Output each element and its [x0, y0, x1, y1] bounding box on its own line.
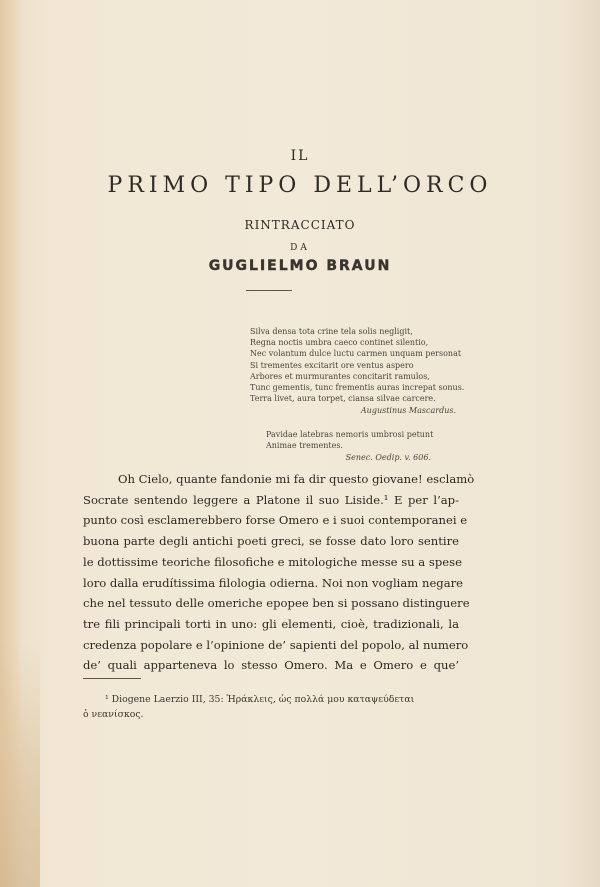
epigraph-line: Regna noctis umbra caeco continet silentio, [250, 338, 429, 348]
body-line: buona parte degli antichi poeti greci, se fosse dato loro sentire [83, 534, 459, 549]
epigraph-line: Animae trementes. [266, 441, 343, 451]
epigraph-line: Silva densa tota crine tela solis negligit, [250, 327, 413, 336]
epigraph-line: Arbores et murmurantes concitarit ramulos, [250, 371, 430, 381]
epigraph-line: Si trementes excitarit ore ventus aspero [250, 360, 414, 370]
epigraph-line: Tunc gementis, tunc frementis auras increpat sonus. [250, 383, 465, 393]
body-line: punto così esclamerebbero forse Omero e i suoi contemporanei e [83, 513, 468, 528]
body-line: credenza popolare e l’opinione de’ sapienti del popolo, al numero [83, 637, 469, 652]
body-line: loro dalla erudítissima filologia odierna. Noi non vogliam negare [83, 575, 464, 590]
epigraph-2 [266, 429, 566, 464]
epigraph-attribution: Senec. Oedip. v. 606. [345, 453, 431, 463]
body-text [83, 469, 475, 676]
body-line: Oh Cielo, quante fandonie mi fa dir questo giovane! esclamò [118, 472, 475, 486]
title-divider [246, 290, 292, 291]
article-subtitle: RINTRACCIATO [244, 218, 356, 232]
footnote [83, 692, 459, 722]
footnote-line: ὁ νεανίσκος. [83, 709, 144, 720]
epigraph-attribution: Augustinus Mascardus. [360, 406, 456, 416]
body-line: Socrate sentendo leggere a Platone il suo Liside.¹ E per l’ap- [83, 492, 459, 507]
body-line: de’ quali apparteneva lo stesso Omero. Ma e Omero e que’ [83, 658, 459, 673]
author-name: GUGLIELMO BRAUN [208, 258, 392, 274]
author-preposition: DA [290, 243, 310, 253]
body-line: tre fili principali torti in uno: gli elementi, cioè, tradizionali, la [83, 616, 459, 631]
epigraph-line: Nec volantum dulce luctu carmen unquam personat [250, 349, 462, 359]
body-line: le dottissime teoriche filosofiche e mitologiche messe su a spese [83, 554, 462, 569]
paper-stain [0, 640, 40, 887]
epigraph-line: Terra livet, aura torpet, ciansa silvae carcere. [250, 394, 436, 404]
article-prefix: IL [290, 148, 310, 164]
footnote-divider [83, 678, 141, 679]
epigraph-1 [250, 326, 580, 417]
epigraph-line: Pavidae latebras nemoris umbrosi petunt [266, 430, 434, 439]
article-title: PRIMO TIPO DELL’ORCO [107, 173, 493, 198]
body-line: che nel tessuto delle omeriche epopee ben si possano distinguere [83, 596, 470, 611]
footnote-line: ¹ Diogene Laerzio III, 35: Ἡράκλεις, ὡς πολλά μου καταψεύδεται [105, 694, 415, 705]
